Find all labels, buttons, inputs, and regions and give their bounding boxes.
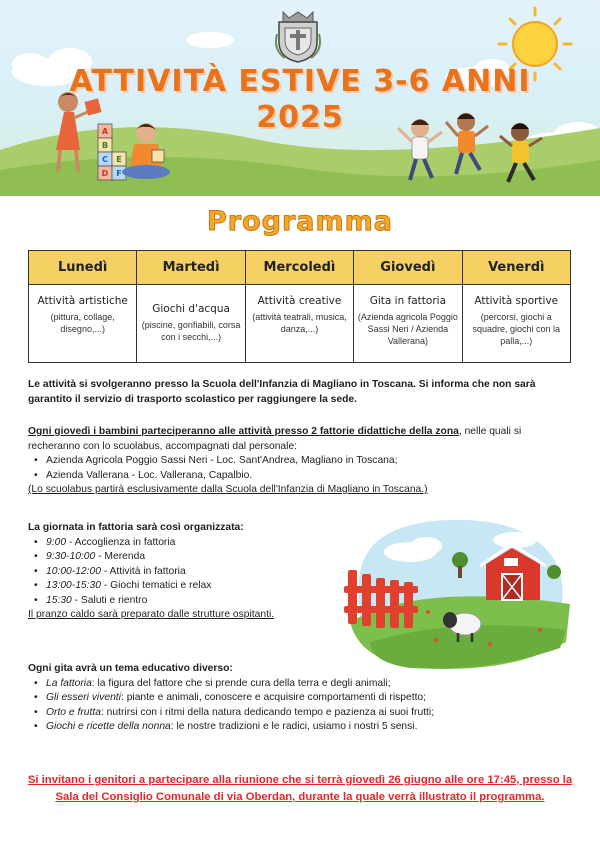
gita-heading: Ogni gita avrà un tema educativo diverso: (28, 663, 233, 674)
block-letter: D (101, 169, 109, 178)
list-item: • Azienda Vallerana - Loc. Vallerana, Capalbio. (28, 469, 573, 484)
activity-detail: (attività teatrali, musica, danza,...) (252, 312, 347, 334)
schedule-cell-thursday (354, 285, 462, 363)
header-banner (0, 0, 600, 196)
table-header-row (29, 251, 571, 285)
schedule-cell-tuesday (137, 285, 245, 363)
day-header-tuesday: Martedì (137, 251, 245, 285)
meeting-invitation: Si invitano i genitori a partecipare alla riunione che si terrà giovedì 26 giugno alle ore 17:45, presso la Sala del Consiglio Comunale di via Oberdan, durante la quale verrà illustrato il programma. (27, 774, 573, 803)
activity-title: Attività artistiche (37, 295, 128, 307)
activity-title: Attività sportive (474, 295, 559, 307)
gita-list (28, 677, 573, 735)
farm-illustration (340, 512, 572, 670)
list-item: • 10:00-12:00 - Attività in fattoria (28, 565, 348, 580)
activity-detail: (piscine, gonfiabili, corsa con i secchi,...) (141, 320, 241, 342)
giornata-list (28, 536, 348, 609)
block-letter: B (101, 141, 109, 150)
table-row (29, 285, 571, 363)
giornata-heading: La giornata in fattoria sarà così organizzata: (28, 522, 244, 533)
list-item: • Gli esseri viventi: piante e animali, conoscere e acquisire comportamenti di rispetto; (28, 691, 573, 706)
weekly-schedule-table (28, 250, 571, 363)
day-header-thursday: Giovedì (354, 251, 462, 285)
activity-detail: (percorsi, giochi a squadre, giochi con la palla,...) (472, 312, 561, 346)
page-title-year: 2025 (256, 100, 344, 135)
day-header-friday: Venerdì (462, 251, 570, 285)
list-item: • Giochi e ricette della nonna: le nostre tradizioni e le radici, usiamo i nostri 5 sensi. (28, 720, 573, 735)
pranzo-note: Il pranzo caldo sarà preparato dalle strutture ospitanti. (28, 609, 275, 620)
day-header-monday: Lunedì (29, 251, 137, 285)
activity-title: Attività creative (257, 295, 342, 307)
municipal-crest-icon (275, 10, 321, 64)
sede-paragraph: Le attività si svolgeranno presso la Scuola dell'Infanzia di Magliano in Toscana. Si informa che non sarà garantito il servizio di trasporto scolastico per raggiungere la sede. (28, 379, 536, 405)
activity-title: Giochi d'acqua (152, 303, 230, 315)
schedule-cell-friday (462, 285, 570, 363)
page-title: ATTIVITÀ ESTIVE 3-6 ANNI (69, 64, 531, 99)
block-letter: E (116, 155, 122, 164)
block-letter: C (102, 155, 108, 164)
giovedi-rest: , nelle quali si recheranno con lo scuolabus, accompagnati dal personale: (28, 426, 522, 452)
schedule-cell-monday (29, 285, 137, 363)
day-header-wednesday: Mercoledì (245, 251, 353, 285)
list-item: • 9:00 - Accoglienza in fattoria (28, 536, 348, 551)
scuolabus-note: (Lo scuolabus partirà esclusivamente dalla Scuola dell'Infanzia di Magliano in Toscana.) (28, 484, 428, 495)
list-item: • Azienda Agricola Poggio Sassi Neri - Loc. Sant'Andrea, Magliano in Toscana; (28, 454, 573, 469)
list-item: • 13:00-15:30 - Giochi tematici e relax (28, 579, 348, 594)
giornata-section (28, 521, 348, 623)
activity-title: Gita in fattoria (369, 295, 447, 307)
block-letter: A (101, 127, 109, 136)
list-item: • La fattoria: la figura del fattore che si prende cura della terra e degli animali; (28, 677, 573, 692)
block-letter: F (116, 169, 122, 178)
programma-heading: Programma (206, 206, 393, 237)
gita-section (28, 662, 573, 735)
fattorie-list (28, 454, 573, 483)
schedule-cell-wednesday (245, 285, 353, 363)
giovedi-lead: Ogni giovedì i bambini parteciperanno alle attività presso 2 fattorie didattiche della zona (28, 426, 459, 437)
activity-detail: (pittura, collage, disegno,...) (50, 312, 115, 334)
list-item: • 9:30-10:00 - Merenda (28, 550, 348, 565)
list-item: • 15:30 - Saluti e rientro (28, 594, 348, 609)
activity-detail: (Azienda agricola Poggio Sassi Neri / Azienda Vallerana) (357, 312, 458, 346)
list-item: • Orto e frutta: nutrirsi con i ritmi della natura dedicando tempo e pazienza ai suoi frutti; (28, 706, 573, 721)
giovedi-paragraph (28, 425, 573, 498)
